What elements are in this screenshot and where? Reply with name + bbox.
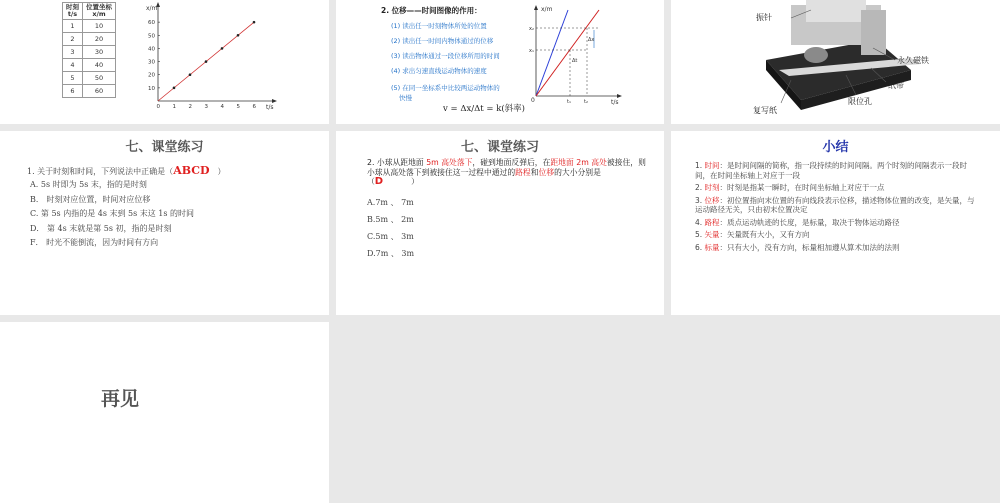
- y-axis-label: x/m: [146, 5, 158, 12]
- x-tick-label: 4: [220, 104, 224, 110]
- y-tick-label: 20: [148, 72, 155, 79]
- data-point: [253, 21, 256, 24]
- label-permanent-magnet: 永久磁铁: [897, 56, 929, 65]
- list-item: A. 5s 时即为 5s 末，指的是时刻: [30, 180, 147, 189]
- slide-thumbnail-7[interactable]: [0, 322, 329, 503]
- y-tick-label: 30: [148, 59, 155, 66]
- velocity-formula: v = Δx/Δt = k(斜率): [443, 104, 525, 114]
- x-axis-arrow: [272, 99, 277, 103]
- list-item: 6. 标量：只有大小，没有方向，标量相加遵从算术加法的法则: [695, 242, 900, 252]
- list-item: C. 第 5s 内指的是 4s 末到 5s 末这 1s 的时间: [30, 209, 195, 218]
- t2-label: t₂: [584, 99, 588, 105]
- list-item: (2) 读出任一时间内物体通过的位移: [391, 37, 494, 45]
- options-list: [30, 178, 194, 251]
- list-item: 4. 路程：质点运动轨迹的长度，是标量，取决于物体运动路径: [695, 217, 900, 227]
- x2-label: x₂: [529, 26, 534, 32]
- y-tick-label: 40: [148, 46, 155, 53]
- table-row: 6 60: [63, 85, 116, 98]
- question-text: 1. 关于时刻和时间，下列说法中正确是（ABCD ）: [27, 164, 226, 177]
- table-row: 3 30: [63, 46, 116, 59]
- ticker-timer-illustration: [671, 0, 1000, 124]
- table-header: 时刻 t/s: [63, 3, 83, 20]
- list-item: B.5m 、 2m: [367, 215, 414, 224]
- table-row: 5 50: [63, 72, 116, 85]
- table-header-row: [63, 3, 116, 20]
- x-tick-label: 5: [236, 104, 240, 110]
- list-item: 快慢: [399, 94, 412, 102]
- axis-label-x: t/s: [611, 99, 619, 106]
- x-axis-label: t/s: [266, 104, 274, 111]
- table-header: 位置坐标 x/m: [83, 3, 116, 20]
- goodbye-text: 再见: [101, 388, 140, 410]
- line-blue: [536, 10, 568, 96]
- delta-t-label: Δt: [572, 58, 578, 64]
- delta-x-label: Δx: [588, 37, 595, 43]
- x-tick-label: 0: [156, 104, 160, 110]
- answer-text: ABCD: [173, 164, 210, 177]
- xt-graph: [531, 0, 631, 108]
- origin-label: 0: [531, 97, 535, 104]
- axis-label-y: x/m: [541, 6, 553, 13]
- time-position-table: [62, 2, 116, 98]
- y-tick-label: 10: [148, 85, 155, 92]
- list-item: A.7m 、 7m: [367, 198, 414, 207]
- x-tick-label: 6: [252, 104, 256, 110]
- slide-thumbnail-5[interactable]: [336, 131, 664, 315]
- label-paper-tape: 纸带: [888, 81, 904, 90]
- list-item: D.7m 、 3m: [367, 249, 415, 258]
- label-carbon-paper: 复写纸: [753, 106, 777, 115]
- data-point: [173, 87, 176, 90]
- list-item: 3. 位移：初位置指向末位置的有向线段表示位移，描述物体位置的改变，是矢量，与运动路径无关，只由初末位置决定: [695, 195, 975, 214]
- table-row: 1 10: [63, 20, 116, 33]
- list-item: D． 第 4s 末就是第 5s 初，指的是时刻: [30, 223, 172, 233]
- slide-thumbnail-2[interactable]: [336, 0, 664, 124]
- summary-list: [695, 161, 975, 255]
- data-point: [221, 47, 224, 50]
- data-point: [189, 73, 192, 76]
- slide-thumbnail-3[interactable]: [671, 0, 1000, 124]
- slide-title: 七、课堂练习: [460, 140, 539, 155]
- data-point: [205, 60, 208, 63]
- list-item: 5. 矢量：矢量既有大小，又有方向: [695, 230, 810, 239]
- y-tick-label: 50: [148, 33, 155, 40]
- x-tick-label: 2: [188, 104, 192, 110]
- slide-thumbnail-4[interactable]: [0, 131, 329, 315]
- slide-title: 小结: [822, 140, 849, 155]
- options-list: [367, 194, 414, 262]
- list-item: F． 时光不能倒流，因为时间有方向: [30, 238, 159, 247]
- data-point: [237, 34, 240, 37]
- list-item: 1. 时间：是时间间隔的简称，指一段持续的时间间隔。两个时刻的间隔表示一段时间，在时间坐标轴上对应于一段: [695, 161, 968, 180]
- position-time-chart: [140, 0, 280, 115]
- list-item: C.5m 、 3m: [367, 232, 414, 241]
- slide-thumbnail-6[interactable]: [671, 131, 1000, 315]
- x1-label: x₁: [529, 48, 534, 54]
- answer-text: D: [374, 176, 384, 187]
- list-item: B． 时刻对应位置，时间对应位移: [30, 194, 151, 204]
- x-tick-label: 3: [204, 104, 208, 110]
- label-limit-hole: 限位孔: [848, 97, 872, 106]
- x-tick-label: 1: [172, 104, 176, 110]
- list-item: (1) 读出任一时刻物体所处的位置: [391, 22, 487, 30]
- table-row: 4 40: [63, 59, 116, 72]
- slide-heading: 2. 位移——时间图像的作用：: [381, 6, 482, 15]
- table-row: 2 20: [63, 33, 116, 46]
- slide-title: 七、课堂练习: [125, 140, 204, 155]
- label-vibrator-needle: 振针: [756, 13, 772, 22]
- line-red: [536, 10, 599, 96]
- list-item: (5) 在同一坐标系中比较两运动物体的: [391, 84, 500, 92]
- y-tick-label: 60: [148, 20, 155, 27]
- list-item: (4) 求出匀速直线运动物体的速度: [391, 67, 487, 75]
- t1-label: t₁: [567, 99, 571, 105]
- slide-thumbnail-1[interactable]: [0, 0, 329, 124]
- list-item: (3) 读出物体通过一段位移所用的时间: [391, 52, 500, 60]
- list-item: 2. 时刻：时刻是指某一瞬时，在时间坐标轴上对应于一点: [695, 183, 885, 192]
- question-text: 2. 小球从距地面 5m 高处落下，碰到地面反弹后，在距地面 2m 高处被接住，则小球从高处落下到被接住这一过程中通过的路程和位移的大小分别是（D ）: [367, 158, 646, 187]
